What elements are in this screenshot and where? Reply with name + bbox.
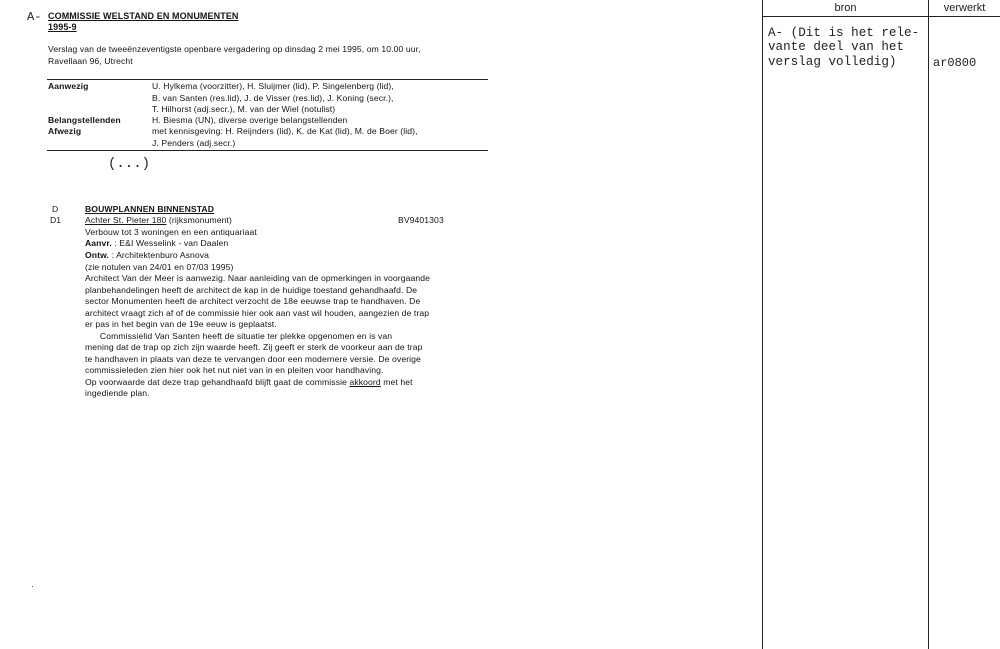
stakeholders-line: H. Biesma (UN), diverse overige belangstellenden xyxy=(152,115,348,125)
line-aanvrager xyxy=(85,238,228,248)
intro-line-1: Verslag van de tweeënzeventigste openbare vergadering op dinsdag 2 mei 1995, om 10.00 uur, xyxy=(48,44,421,54)
body-line-7: mening dat de trap op zich zijn waarde heeft. Zij geeft er sterk de voorkeur aan de trap xyxy=(85,342,423,352)
body-line-6: Commissielid Van Santen heeft de situatie ter plekke opgenomen en is van xyxy=(85,331,393,341)
line-zie-notulen: (zie notulen van 24/01 en 07/03 1995) xyxy=(85,262,234,272)
section-title: BOUWPLANNEN BINNENSTAD xyxy=(85,204,215,214)
intro-line-2: Ravellaan 96, Utrecht xyxy=(48,56,133,66)
absent-line-1: met kennisgeving: H. Reijnders (lid), K. de Kat (lid), M. de Boer (lid), xyxy=(152,126,418,136)
document-title: COMMISSIE WELSTAND EN MONUMENTEN xyxy=(48,11,239,21)
verwerkt-cell: ar0800 xyxy=(933,56,977,70)
aanvrager-label: Aanvr. xyxy=(85,238,112,248)
present-line-1: U. Hylkema (voorzitter), H. Sluijmer (lid), P. Singelenberg (lid), xyxy=(152,81,394,91)
ellipsis: (...) xyxy=(108,156,151,172)
final-line-1 xyxy=(85,377,413,387)
column-header-verwerkt: verwerkt xyxy=(943,2,986,14)
item-address: Achter St. Pieter 180 xyxy=(85,215,167,225)
line-verbouw: Verbouw tot 3 woningen en een antiquariaat xyxy=(85,227,257,237)
table-column-divider xyxy=(928,0,929,649)
table-header-rule xyxy=(762,16,1000,17)
present-line-3: T. Hilhorst (adj.secr.), M. van der Wiel (notulist) xyxy=(152,104,336,114)
body-line-8: te handhaven in plaats van deze te vervangen door een modernere versie. De overige xyxy=(85,354,421,364)
absent-line-2: J. Penders (adj.secr.) xyxy=(152,138,236,148)
line-ontwerper xyxy=(85,250,209,260)
body-line-1: Architect Van der Meer is aanwezig. Naar aanleiding van de opmerkingen in voorgaande xyxy=(85,273,431,283)
body-line-5: er pas in het begin van de 19e eeuw is geplaatst. xyxy=(85,319,277,329)
body-line-4: architect vraagt zich af of de commissie hier ook aan vast wil houden, aangezien de trap xyxy=(85,308,430,318)
item-code: D1 xyxy=(50,215,62,225)
item-status: (rijksmonument) xyxy=(166,215,232,225)
final-line-post: met het xyxy=(380,377,413,387)
item-heading xyxy=(85,215,232,225)
akkoord-word: akkoord xyxy=(349,377,381,387)
ontwerper-value: : Architektenburo Asnova xyxy=(111,250,210,260)
section-letter: D xyxy=(52,204,59,214)
stakeholders-label: Belangstellenden xyxy=(48,115,121,125)
document-number: 1995-9 xyxy=(48,22,77,32)
rule-top xyxy=(47,79,488,80)
section-marker: A- xyxy=(27,10,42,24)
final-line-2: ingediende plan. xyxy=(85,388,150,398)
present-label: Aanwezig xyxy=(48,81,89,91)
body-line-3: sector Monumenten heeft de architect verzocht de 18e eeuwse trap te handhaven. De xyxy=(85,296,421,306)
column-header-bron: bron xyxy=(834,2,857,14)
ontwerper-label: Ontw. xyxy=(85,250,110,260)
table-border-left xyxy=(762,0,763,649)
item-reference: BV9401303 xyxy=(398,215,444,225)
rule-bottom xyxy=(47,150,488,151)
scan-speck xyxy=(32,586,33,587)
absent-label: Afwezig xyxy=(48,126,82,136)
bron-cell: A- (Dit is het rele- vante deel van het verslag volledig) xyxy=(768,26,920,69)
present-line-2: B. van Santen (res.lid), J. de Visser (res.lid), J. Koning (secr.), xyxy=(152,93,394,103)
body-line-9: commissieleden zien hier ook het nut niet van in en pleiten voor handhaving. xyxy=(85,365,384,375)
aanvrager-value: : E&I Wesselink - van Daalen xyxy=(114,238,229,248)
body-line-2: planbehandelingen heeft de architect de kap in de huidige toestand gehandhaafd. De xyxy=(85,285,418,295)
final-line-pre: Op voorwaarde dat deze trap gehandhaafd blijft gaat de commissie xyxy=(85,377,350,387)
